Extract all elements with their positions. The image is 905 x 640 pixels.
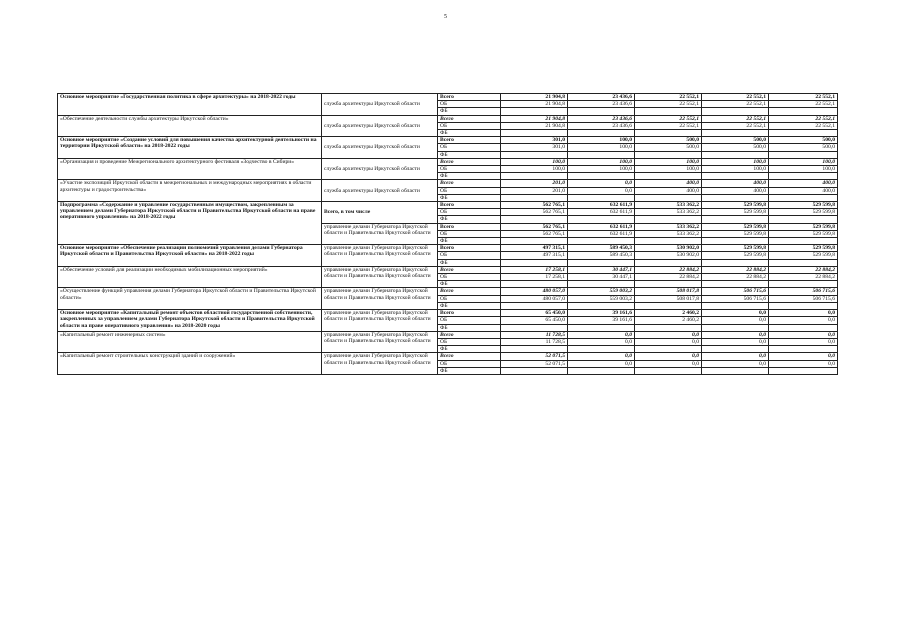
measure-name: Основное мероприятие «Создание условий для повышения качества архитектурной деятельности на территории Иркутской области» на 2018-2022 годы — [58, 137, 322, 159]
funding-source: ОБ — [438, 187, 501, 194]
amount-cell — [769, 346, 838, 353]
amount-cell — [769, 324, 838, 331]
amount-cell: 0,0 — [635, 353, 702, 360]
amount-cell — [702, 130, 769, 137]
amount-cell: 0,0 — [635, 331, 702, 338]
amount-cell — [702, 302, 769, 309]
funding-source: ФБ — [438, 173, 501, 180]
amount-cell — [568, 238, 635, 245]
funding-source: Всего — [438, 94, 501, 101]
funding-source: Всего — [438, 137, 501, 144]
funding-source: ФБ — [438, 367, 501, 374]
amount-cell: 22 884,2 — [635, 266, 702, 273]
amount-cell: 562 765,1 — [501, 202, 568, 209]
measure-name: «Капитальный ремонт инженерных систем» — [58, 331, 322, 353]
table-row — [58, 180, 838, 187]
amount-cell — [635, 194, 702, 201]
amount-cell: 533 362,2 — [635, 202, 702, 209]
table-body — [58, 94, 838, 375]
measure-name: «Обеспечение условий для реализации необходимых мобилизационных мероприятий» — [58, 266, 322, 288]
budget-table — [57, 93, 838, 375]
funding-source: ОБ — [438, 295, 501, 302]
amount-cell: 22 552,1 — [769, 94, 838, 101]
amount-cell: 100,0 — [568, 158, 635, 165]
funding-source: ФБ — [438, 130, 501, 137]
amount-cell: 0,0 — [702, 317, 769, 324]
amount-cell — [635, 216, 702, 223]
amount-cell: 17 258,1 — [501, 266, 568, 273]
amount-cell: 100,0 — [635, 158, 702, 165]
amount-cell: 0,0 — [769, 331, 838, 338]
amount-cell: 632 611,9 — [568, 202, 635, 209]
amount-cell: 22 552,1 — [769, 122, 838, 129]
amount-cell: 23 436,6 — [568, 115, 635, 122]
table-row — [58, 137, 838, 144]
amount-cell: 500,0 — [702, 144, 769, 151]
funding-source: ФБ — [438, 302, 501, 309]
amount-cell: 530 902,0 — [635, 245, 702, 252]
measure-name: Основное мероприятие «Капитальный ремонт объектов областной государственной собственности, закрепленных за управлением делами Губернатора Иркутской области и Правительства Иркутской области на праве оперативного управления» на 2018-2020 годы — [58, 310, 322, 332]
amount-cell: 23 436,6 — [568, 94, 635, 101]
amount-cell: 100,0 — [501, 166, 568, 173]
amount-cell — [501, 324, 568, 331]
amount-cell: 632 611,9 — [568, 223, 635, 230]
responsible-executor: Всего, в том числе — [322, 202, 438, 224]
amount-cell: 22 884,2 — [769, 274, 838, 281]
amount-cell: 30 447,1 — [568, 274, 635, 281]
responsible-executor: служба архитектуры Иркутской области — [322, 137, 438, 159]
responsible-executor: управление делами Губернатора Иркутской области и Правительства Иркутской области — [322, 331, 438, 353]
amount-cell: 529 599,8 — [702, 230, 769, 237]
amount-cell — [501, 194, 568, 201]
amount-cell: 100,0 — [568, 144, 635, 151]
funding-source: ОБ — [438, 317, 501, 324]
amount-cell: 100,0 — [702, 158, 769, 165]
amount-cell — [568, 302, 635, 309]
amount-cell — [635, 281, 702, 288]
amount-cell: 506 715,6 — [702, 295, 769, 302]
amount-cell: 506 715,6 — [702, 288, 769, 295]
amount-cell — [635, 151, 702, 158]
amount-cell: 39 161,6 — [568, 310, 635, 317]
amount-cell: 11 728,5 — [501, 331, 568, 338]
amount-cell: 500,0 — [702, 137, 769, 144]
amount-cell — [501, 259, 568, 266]
funding-source: ОБ — [438, 144, 501, 151]
amount-cell: 529 599,8 — [769, 223, 838, 230]
amount-cell — [568, 346, 635, 353]
amount-cell: 0,0 — [635, 360, 702, 367]
amount-cell: 529 599,8 — [769, 252, 838, 259]
amount-cell — [635, 259, 702, 266]
table-row — [58, 266, 838, 273]
amount-cell — [635, 108, 702, 115]
amount-cell — [702, 259, 769, 266]
amount-cell — [769, 259, 838, 266]
measure-name: «Осуществление функций управления делами Губернатора Иркутской области и Правительства Иркутской области» — [58, 288, 322, 310]
amount-cell — [568, 173, 635, 180]
amount-cell — [702, 194, 769, 201]
amount-cell: 22 552,1 — [769, 115, 838, 122]
funding-source: ОБ — [438, 209, 501, 216]
amount-cell — [501, 216, 568, 223]
amount-cell: 533 362,2 — [635, 223, 702, 230]
amount-cell: 589 450,3 — [568, 245, 635, 252]
amount-cell: 0,0 — [568, 331, 635, 338]
amount-cell — [635, 346, 702, 353]
amount-cell — [501, 173, 568, 180]
amount-cell: 529 599,8 — [769, 245, 838, 252]
amount-cell: 562 765,1 — [501, 209, 568, 216]
amount-cell: 559 003,2 — [568, 295, 635, 302]
amount-cell — [501, 281, 568, 288]
amount-cell: 0,0 — [769, 360, 838, 367]
funding-source: Всего — [438, 158, 501, 165]
amount-cell — [501, 302, 568, 309]
amount-cell: 500,0 — [635, 137, 702, 144]
funding-source: ОБ — [438, 101, 501, 108]
amount-cell: 22 552,1 — [635, 115, 702, 122]
amount-cell — [769, 302, 838, 309]
amount-cell: 559 003,2 — [568, 288, 635, 295]
funding-source: ФБ — [438, 259, 501, 266]
amount-cell: 529 599,8 — [769, 202, 838, 209]
amount-cell: 400,0 — [635, 180, 702, 187]
amount-cell — [501, 238, 568, 245]
responsible-executor: служба архитектуры Иркутской области — [322, 115, 438, 137]
amount-cell: 508 017,8 — [635, 295, 702, 302]
amount-cell: 22 884,2 — [635, 274, 702, 281]
funding-source: ФБ — [438, 281, 501, 288]
funding-source: Всего — [438, 223, 501, 230]
amount-cell: 22 552,1 — [702, 122, 769, 129]
amount-cell — [702, 173, 769, 180]
funding-source: ФБ — [438, 194, 501, 201]
amount-cell — [702, 324, 769, 331]
amount-cell: 529 599,8 — [702, 252, 769, 259]
amount-cell: 508 017,8 — [635, 288, 702, 295]
amount-cell — [769, 173, 838, 180]
amount-cell: 529 599,8 — [702, 209, 769, 216]
amount-cell — [769, 151, 838, 158]
measure-name: Основное мероприятие «Обеспечение реализации полномочий управления делами Губернатора Иркутской области и Правительства Иркутской области» на 2018-2022 годы — [58, 245, 322, 267]
amount-cell — [769, 130, 838, 137]
amount-cell: 400,0 — [769, 180, 838, 187]
amount-cell: 52 071,5 — [501, 360, 568, 367]
amount-cell — [501, 151, 568, 158]
amount-cell: 65 450,0 — [501, 317, 568, 324]
amount-cell: 0,0 — [635, 338, 702, 345]
table-row — [58, 115, 838, 122]
amount-cell: 11 728,5 — [501, 338, 568, 345]
amount-cell: 480 057,0 — [501, 288, 568, 295]
amount-cell — [702, 216, 769, 223]
measure-name: «Участие экспозиций Иркутской области в межрегиональных и международных мероприятиях в области архитектуры и градостроительства» — [58, 180, 322, 202]
amount-cell: 201,0 — [501, 180, 568, 187]
funding-source: Всего — [438, 331, 501, 338]
amount-cell: 506 715,6 — [769, 288, 838, 295]
amount-cell: 400,0 — [635, 187, 702, 194]
amount-cell: 100,0 — [702, 166, 769, 173]
amount-cell: 0,0 — [702, 353, 769, 360]
amount-cell — [568, 194, 635, 201]
amount-cell — [635, 367, 702, 374]
amount-cell: 500,0 — [769, 144, 838, 151]
amount-cell — [501, 346, 568, 353]
amount-cell — [702, 108, 769, 115]
table-row — [58, 331, 838, 338]
amount-cell: 529 599,8 — [769, 230, 838, 237]
responsible-executor: служба архитектуры Иркутской области — [322, 158, 438, 180]
table-row — [58, 310, 838, 317]
funding-source: ФБ — [438, 324, 501, 331]
amount-cell: 22 552,1 — [702, 94, 769, 101]
funding-source: Всего — [438, 353, 501, 360]
amount-cell: 0,0 — [702, 338, 769, 345]
amount-cell — [635, 173, 702, 180]
amount-cell: 497 315,1 — [501, 245, 568, 252]
responsible-executor: служба архитектуры Иркутской области — [322, 94, 438, 116]
amount-cell: 0,0 — [769, 310, 838, 317]
funding-source: ОБ — [438, 338, 501, 345]
amount-cell: 589 450,3 — [568, 252, 635, 259]
amount-cell — [635, 302, 702, 309]
amount-cell — [769, 238, 838, 245]
amount-cell: 52 071,5 — [501, 353, 568, 360]
amount-cell: 0,0 — [702, 331, 769, 338]
amount-cell — [568, 216, 635, 223]
funding-source: Всего — [438, 202, 501, 209]
measure-name: Основное мероприятие «Государственная политика в сфере архитектуры» на 2018-2022 годы — [58, 94, 322, 116]
amount-cell: 632 611,9 — [568, 209, 635, 216]
funding-source: ОБ — [438, 230, 501, 237]
amount-cell: 632 611,9 — [568, 230, 635, 237]
funding-source: Всего — [438, 266, 501, 273]
amount-cell — [702, 346, 769, 353]
funding-source: Всего — [438, 288, 501, 295]
amount-cell — [769, 216, 838, 223]
amount-cell — [635, 324, 702, 331]
amount-cell — [769, 367, 838, 374]
amount-cell — [702, 238, 769, 245]
amount-cell: 22 884,2 — [702, 266, 769, 273]
funding-source: ОБ — [438, 274, 501, 281]
amount-cell — [702, 281, 769, 288]
measure-name: «Капитальный ремонт строительных конструкций зданий и сооружений» — [58, 353, 322, 375]
amount-cell — [568, 367, 635, 374]
amount-cell: 529 599,8 — [702, 245, 769, 252]
amount-cell: 100,0 — [568, 137, 635, 144]
responsible-executor: управление делами Губернатора Иркутской области и Правительства Иркутской области — [322, 353, 438, 375]
responsible-executor: управление делами Губернатора Иркутской области и Правительства Иркутской области — [322, 310, 438, 332]
amount-cell: 301,0 — [501, 144, 568, 151]
amount-cell — [702, 151, 769, 158]
amount-cell: 400,0 — [702, 187, 769, 194]
amount-cell: 533 362,2 — [635, 230, 702, 237]
amount-cell — [568, 281, 635, 288]
amount-cell — [568, 130, 635, 137]
amount-cell: 400,0 — [769, 187, 838, 194]
amount-cell: 100,0 — [568, 166, 635, 173]
table-row — [58, 245, 838, 252]
amount-cell: 533 362,2 — [635, 209, 702, 216]
amount-cell: 0,0 — [568, 360, 635, 367]
amount-cell: 530 902,0 — [635, 252, 702, 259]
funding-source: ФБ — [438, 216, 501, 223]
table-row — [58, 158, 838, 165]
amount-cell: 100,0 — [635, 166, 702, 173]
amount-cell: 500,0 — [769, 137, 838, 144]
measure-name: Подпрограмма «Содержание и управление государственным имуществом, закрепленным за управлением делами Губернатора Иркутской области и Правительства Иркутской области на праве оперативного управления» на 2018-2022 годы — [58, 202, 322, 245]
amount-cell: 0,0 — [568, 338, 635, 345]
amount-cell: 497 315,1 — [501, 252, 568, 259]
funding-source: Всего — [438, 115, 501, 122]
responsible-executor: управление делами Губернатора Иркутской области и Правительства Иркутской области — [322, 223, 438, 245]
amount-cell: 17 258,1 — [501, 274, 568, 281]
amount-cell — [568, 108, 635, 115]
measure-name: «Организация и проведение Межрегионального архитектурного фестиваля «Зодчество в Сибири» — [58, 158, 322, 180]
amount-cell: 22 552,1 — [702, 115, 769, 122]
amount-cell: 0,0 — [702, 360, 769, 367]
table-row — [58, 202, 838, 209]
funding-source: Всего — [438, 245, 501, 252]
amount-cell: 400,0 — [702, 180, 769, 187]
amount-cell: 21 904,8 — [501, 94, 568, 101]
amount-cell: 201,0 — [501, 187, 568, 194]
funding-source: Всего — [438, 310, 501, 317]
amount-cell: 22 884,2 — [702, 274, 769, 281]
amount-cell: 0,0 — [568, 187, 635, 194]
amount-cell: 100,0 — [769, 166, 838, 173]
responsible-executor: управление делами Губернатора Иркутской области и Правительства Иркутской области — [322, 288, 438, 310]
funding-source: ОБ — [438, 166, 501, 173]
amount-cell: 0,0 — [769, 338, 838, 345]
funding-source: ОБ — [438, 122, 501, 129]
responsible-executor: управление делами Губернатора Иркутской области и Правительства Иркутской области — [322, 266, 438, 288]
amount-cell: 22 552,1 — [635, 101, 702, 108]
table-row — [58, 288, 838, 295]
table-row — [58, 94, 838, 101]
amount-cell: 0,0 — [769, 353, 838, 360]
amount-cell: 22 552,1 — [635, 94, 702, 101]
funding-source: ФБ — [438, 151, 501, 158]
amount-cell: 529 599,8 — [702, 202, 769, 209]
table-row — [58, 353, 838, 360]
amount-cell: 21 904,8 — [501, 115, 568, 122]
amount-cell — [568, 259, 635, 266]
funding-source: ФБ — [438, 108, 501, 115]
amount-cell: 0,0 — [568, 180, 635, 187]
funding-source: ФБ — [438, 346, 501, 353]
amount-cell: 21 904,8 — [501, 122, 568, 129]
amount-cell: 22 552,1 — [635, 122, 702, 129]
amount-cell: 2 460,2 — [635, 317, 702, 324]
amount-cell — [769, 194, 838, 201]
responsible-executor: служба архитектуры Иркутской области — [322, 180, 438, 202]
responsible-executor: управление делами Губернатора Иркутской области и Правительства Иркутской области — [322, 245, 438, 267]
amount-cell: 529 599,8 — [769, 209, 838, 216]
amount-cell: 506 715,6 — [769, 295, 838, 302]
measure-name: «Обеспечение деятельности службы архитектуры Иркутской области» — [58, 115, 322, 137]
amount-cell — [568, 151, 635, 158]
funding-source: ФБ — [438, 238, 501, 245]
amount-cell: 100,0 — [501, 158, 568, 165]
amount-cell — [501, 108, 568, 115]
amount-cell: 480 057,0 — [501, 295, 568, 302]
amount-cell: 500,0 — [635, 144, 702, 151]
amount-cell: 0,0 — [568, 353, 635, 360]
amount-cell: 562 765,1 — [501, 230, 568, 237]
funding-source: Всего — [438, 180, 501, 187]
amount-cell: 301,0 — [501, 137, 568, 144]
funding-source: ОБ — [438, 252, 501, 259]
amount-cell — [769, 281, 838, 288]
amount-cell: 23 436,6 — [568, 122, 635, 129]
amount-cell: 22 884,2 — [769, 266, 838, 273]
amount-cell: 22 552,1 — [702, 101, 769, 108]
amount-cell — [568, 324, 635, 331]
amount-cell: 39 161,6 — [568, 317, 635, 324]
amount-cell — [501, 367, 568, 374]
amount-cell: 0,0 — [769, 317, 838, 324]
amount-cell: 100,0 — [769, 158, 838, 165]
amount-cell — [635, 130, 702, 137]
amount-cell: 30 447,1 — [568, 266, 635, 273]
amount-cell — [635, 238, 702, 245]
amount-cell: 22 552,1 — [769, 101, 838, 108]
amount-cell: 21 904,8 — [501, 101, 568, 108]
amount-cell — [769, 108, 838, 115]
amount-cell: 0,0 — [702, 310, 769, 317]
amount-cell: 562 765,1 — [501, 223, 568, 230]
amount-cell — [702, 367, 769, 374]
amount-cell: 2 460,2 — [635, 310, 702, 317]
amount-cell: 65 450,0 — [501, 310, 568, 317]
funding-source: ОБ — [438, 360, 501, 367]
amount-cell — [501, 130, 568, 137]
page-number: 5 — [444, 14, 447, 20]
amount-cell: 23 436,6 — [568, 101, 635, 108]
amount-cell: 529 599,8 — [702, 223, 769, 230]
